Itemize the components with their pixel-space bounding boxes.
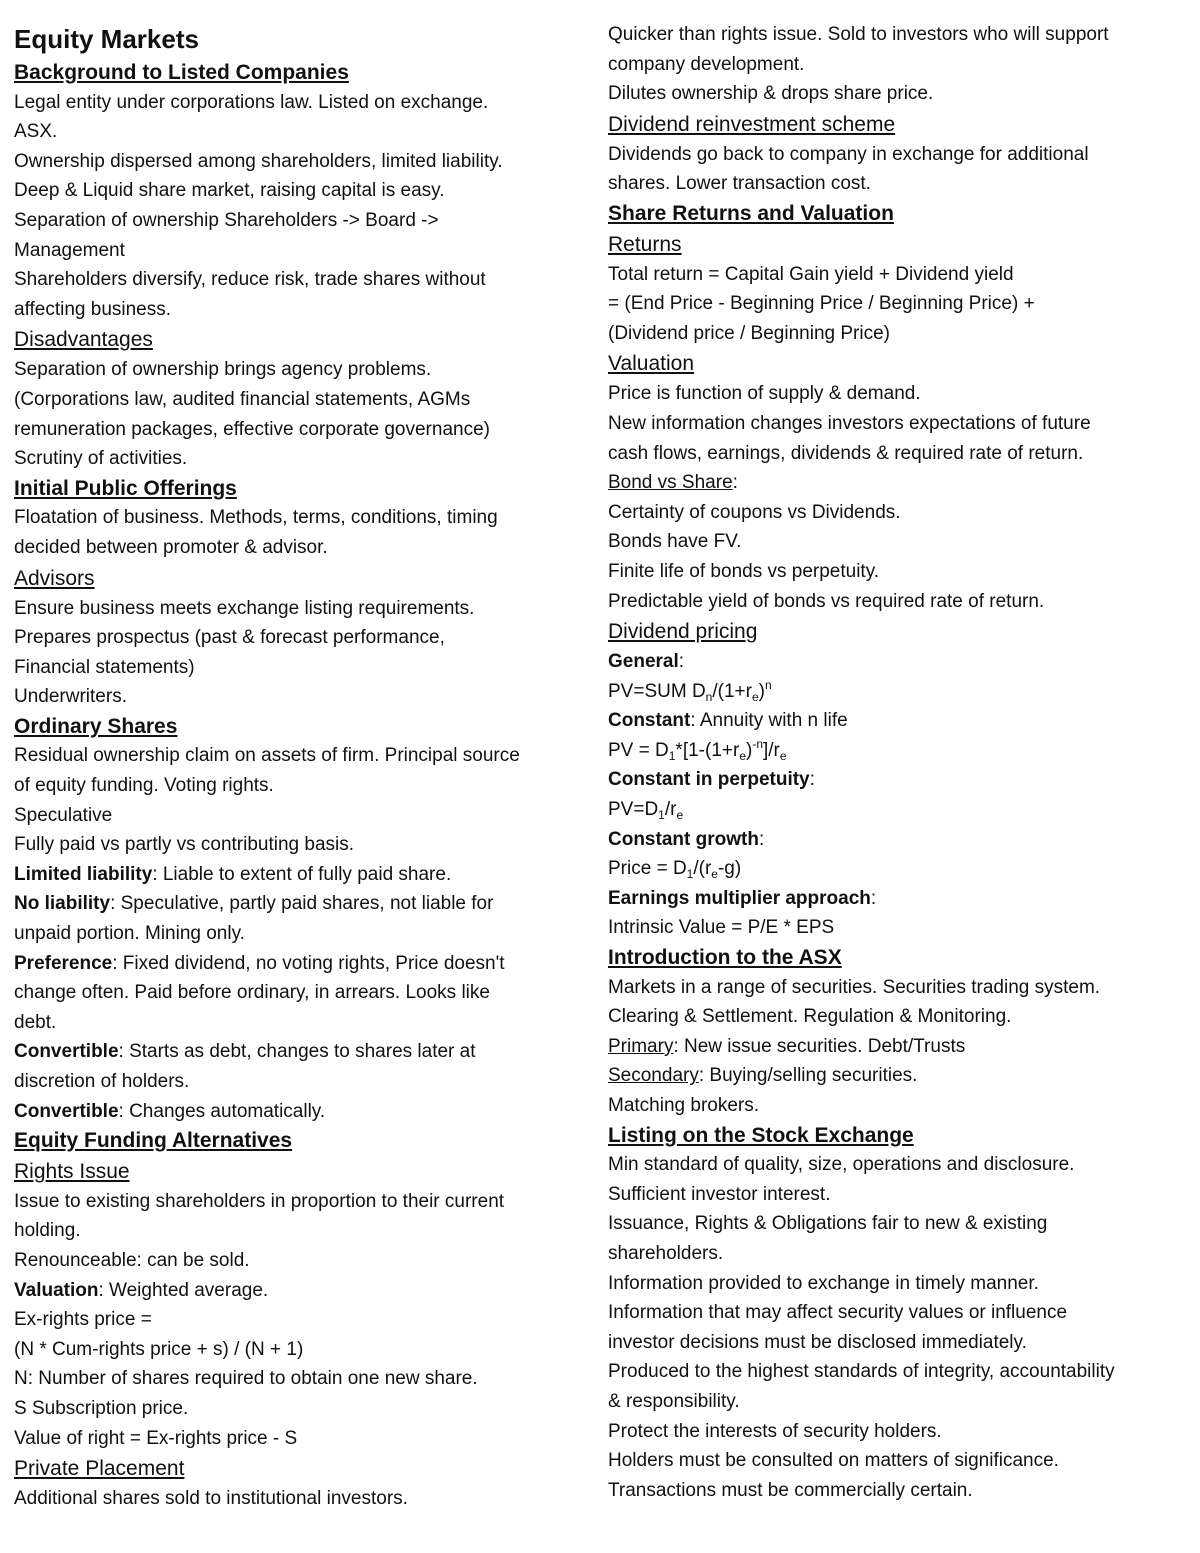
text-line: Finite life of bonds vs perpetuity. [608, 560, 880, 582]
text-line: Holders must be consulted on matters of significance. [608, 1450, 1059, 1472]
text-line: Dilutes ownership & drops share price. [608, 83, 934, 105]
text-line: Deep & Liquid share market, raising capital is easy. [14, 180, 445, 202]
term-limited-liability: Limited liability [14, 863, 153, 885]
subheading-dividend-reinvestment: Dividend reinvestment scheme [608, 112, 896, 136]
term-constant: Constant [608, 710, 691, 732]
left-column [14, 20, 594, 1514]
formula-part: *[1-(1+r [675, 739, 740, 761]
constant-label-line [608, 706, 1192, 736]
text-line: Floatation of business. Methods, terms, conditions, timing [14, 507, 498, 529]
formula-line: (N * Cum-rights price + s) / (N + 1) [14, 1338, 304, 1360]
text-line: ASX. [14, 121, 58, 143]
preference-line [14, 949, 594, 979]
term-convertible: Convertible [14, 1041, 119, 1063]
formula-part: ]/r [763, 739, 780, 761]
text-line: unpaid portion. Mining only. [14, 923, 245, 945]
limited-liability-line [14, 860, 594, 890]
text-line: New information changes investors expectations of future [608, 412, 1091, 434]
formula-line: (Dividend price / Beginning Price) [608, 322, 890, 344]
text-line: Scrutiny of activities. [14, 448, 188, 470]
definition-text: : Changes automatically. [118, 1100, 326, 1122]
growth-label-line [608, 825, 1192, 855]
formula-part: Price = D [608, 858, 687, 880]
text-line: of equity funding. Voting rights. [14, 775, 274, 797]
definition-text: : Annuity with n life [690, 710, 848, 732]
text-line: Management [14, 239, 125, 261]
subheading-private-placement: Private Placement [14, 1457, 185, 1481]
definition-text: : New issue securities. Debt/Trusts [673, 1035, 966, 1057]
text-line: change often. Paid before ordinary, in arrears. Looks like [14, 982, 490, 1004]
earnings-label-line [608, 884, 1192, 914]
text-line: Prepares prospectus (past & forecast performance, [14, 627, 445, 649]
definition-text: : Fixed dividend, no voting rights, Price doesn't [112, 952, 505, 974]
formula-growth [608, 854, 1192, 884]
definition-text: : Liable to extent of fully paid share. [152, 863, 452, 885]
subheading-bond-vs-share: Bond vs Share [608, 472, 733, 494]
text-line: Information provided to exchange in timely manner. [608, 1272, 1039, 1294]
term-earnings-multiplier: Earnings multiplier approach [608, 887, 871, 909]
text-line: decided between promoter & advisor. [14, 536, 328, 558]
text-line: Matching brokers. [608, 1095, 760, 1116]
text-line: Ownership dispersed among shareholders, limited liability. [14, 150, 503, 172]
term-secondary: Secondary [608, 1065, 699, 1087]
subscript: e [676, 808, 684, 823]
text-line: Information that may affect security values or influence [608, 1302, 1068, 1324]
formula-earnings: Intrinsic Value = P/E * EPS [608, 917, 835, 939]
formula-general [608, 677, 1192, 707]
page-title: Equity Markets [14, 24, 199, 54]
text-line: Transactions must be commercially certain. [608, 1479, 973, 1501]
primary-line [608, 1032, 1192, 1062]
no-liability-line [14, 889, 594, 919]
term-no-liability: No liability [14, 893, 111, 915]
subheading-rights-issue: Rights Issue [14, 1159, 130, 1183]
subheading-advisors: Advisors [14, 566, 95, 590]
colon: : [809, 769, 815, 791]
text-line: Financial statements) [14, 656, 195, 678]
text-line: investor decisions must be disclosed immediately. [608, 1331, 1027, 1353]
text-line: Markets in a range of securities. Securities trading system. [608, 976, 1101, 998]
text-line: (Corporations law, audited financial statements, AGMs [14, 388, 471, 410]
heading-equity-funding: Equity Funding Alternatives [14, 1129, 293, 1153]
text-line: Sufficient investor interest. [608, 1183, 831, 1205]
colon: : [732, 472, 738, 494]
text-line: company development. [608, 53, 805, 75]
text-line: Bonds have FV. [608, 531, 742, 553]
text-line: Quicker than rights issue. Sold to investors who will support [608, 24, 1109, 45]
text-line: remuneration packages, effective corporate governance) [14, 418, 490, 440]
text-line: Underwriters. [14, 686, 127, 708]
text-line: Separation of ownership Shareholders -> Board -> [14, 209, 439, 231]
text-line: Separation of ownership brings agency problems. [14, 359, 432, 381]
text-line: affecting business. [14, 298, 172, 320]
text-line: Min standard of quality, size, operations and disclosure. [608, 1154, 1075, 1176]
colon: : [678, 651, 685, 673]
text-line: Ensure business meets exchange listing requirements. [14, 597, 475, 619]
subscript: e [711, 867, 718, 882]
text-line: Produced to the highest standards of integrity, accountability [608, 1361, 1115, 1383]
subheading-returns: Returns [608, 232, 682, 256]
formula-part: PV=D [608, 799, 659, 821]
text-line: Issue to existing shareholders in proportion to their current [14, 1190, 505, 1212]
term-constant-growth: Constant growth [608, 828, 759, 850]
text-line: discretion of holders. [14, 1071, 190, 1092]
formula-line: Total return = Capital Gain yield + Dividend yield [608, 263, 1014, 285]
text-line: N: Number of shares required to obtain one new share. [14, 1368, 478, 1390]
formula-part: PV=SUM D [608, 680, 706, 702]
text-line: Ex-rights price = [14, 1309, 152, 1331]
subheading-valuation: Valuation [608, 352, 695, 376]
text-line: debt. [14, 1011, 57, 1033]
text-line: Protect the interests of security holders. [608, 1420, 942, 1442]
convertible-line [14, 1037, 594, 1067]
formula-part: -g) [717, 858, 742, 880]
bond-vs-share-heading [608, 468, 1192, 498]
convertible-line [14, 1097, 594, 1127]
term-convertible: Convertible [14, 1100, 119, 1122]
heading-ipo: Initial Public Offerings [14, 476, 237, 500]
term-general: General [608, 651, 679, 673]
text-line: Legal entity under corporations law. Listed on exchange. [14, 91, 489, 113]
text-line: holding. [14, 1220, 81, 1242]
formula-line: = (End Price - Beginning Price / Beginning Price) + [608, 293, 1035, 315]
colon: : [758, 828, 765, 850]
term-primary: Primary [608, 1035, 674, 1057]
text-line: Additional shares sold to institutional investors. [14, 1488, 408, 1510]
text-line: shares. Lower transaction cost. [608, 173, 871, 195]
secondary-line [608, 1061, 1192, 1091]
text-line: Price is function of supply & demand. [608, 383, 921, 405]
heading-intro-asx: Introduction to the ASX [608, 946, 842, 970]
text-line: & responsibility. [608, 1390, 740, 1412]
subheading-dividend-pricing: Dividend pricing [608, 620, 758, 644]
colon: : [870, 887, 877, 909]
heading-share-returns: Share Returns and Valuation [608, 201, 894, 225]
heading-listing: Listing on the Stock Exchange [608, 1123, 914, 1147]
text-line: Dividends go back to company in exchange for additional [608, 143, 1089, 165]
term-preference: Preference [14, 952, 113, 974]
term-constant-perpetuity: Constant in perpetuity [608, 769, 810, 791]
superscript: n [764, 677, 772, 692]
text-line: Clearing & Settlement. Regulation & Monitoring. [608, 1006, 1012, 1028]
text-line: Shareholders diversify, reduce risk, trade shares without [14, 269, 486, 291]
heading-background: Background to Listed Companies [14, 61, 349, 84]
formula-part: /r [664, 799, 677, 821]
subscript: e [751, 689, 759, 704]
definition-text: : Buying/selling securities. [698, 1065, 918, 1087]
heading-ordinary-shares: Ordinary Shares [14, 714, 178, 738]
formula-constant [608, 736, 1192, 766]
formula-part: /(r [693, 858, 712, 880]
text-line: Issuance, Rights & Obligations fair to new & existing [608, 1213, 1048, 1235]
formula-part: /(1+r [712, 680, 752, 702]
text-line: cash flows, earnings, dividends & required rate of return. [608, 442, 1084, 464]
formula-part: ) [758, 680, 765, 702]
text-line: Residual ownership claim on assets of firm. Principal source [14, 745, 520, 767]
definition-text: : Speculative, partly paid shares, not liable for [110, 893, 494, 915]
formula-perpetuity [608, 795, 1192, 825]
subscript: 1 [668, 748, 676, 763]
perpetuity-label-line [608, 765, 1192, 795]
text-line: Certainty of coupons vs Dividends. [608, 501, 901, 523]
text-line: Renounceable: can be sold. [14, 1249, 250, 1271]
subscript: e [739, 748, 746, 763]
definition-text: : Starts as debt, changes to shares later at [118, 1041, 476, 1063]
definition-text: : Weighted average. [98, 1279, 269, 1301]
text-line: shareholders. [608, 1242, 724, 1264]
valuation-line [14, 1276, 594, 1306]
subscript: 1 [658, 808, 665, 823]
subscript: e [779, 748, 787, 763]
text-line: S Subscription price. [14, 1397, 189, 1419]
text-line: Speculative [14, 804, 113, 826]
superscript: -n [752, 736, 763, 751]
general-label-line [608, 647, 1192, 677]
subscript: 1 [686, 867, 694, 882]
subscript: n [705, 689, 713, 704]
subheading-disadvantages: Disadvantages [14, 328, 153, 352]
term-valuation: Valuation [14, 1279, 99, 1301]
text-line: Fully paid vs partly vs contributing basis. [14, 834, 355, 856]
formula-line: Value of right = Ex-rights price - S [14, 1427, 298, 1449]
text-line: Predictable yield of bonds vs required rate of return. [608, 590, 1045, 612]
formula-part: PV = D [608, 739, 669, 761]
right-column [608, 20, 1192, 1505]
formula-part: ) [746, 739, 753, 761]
